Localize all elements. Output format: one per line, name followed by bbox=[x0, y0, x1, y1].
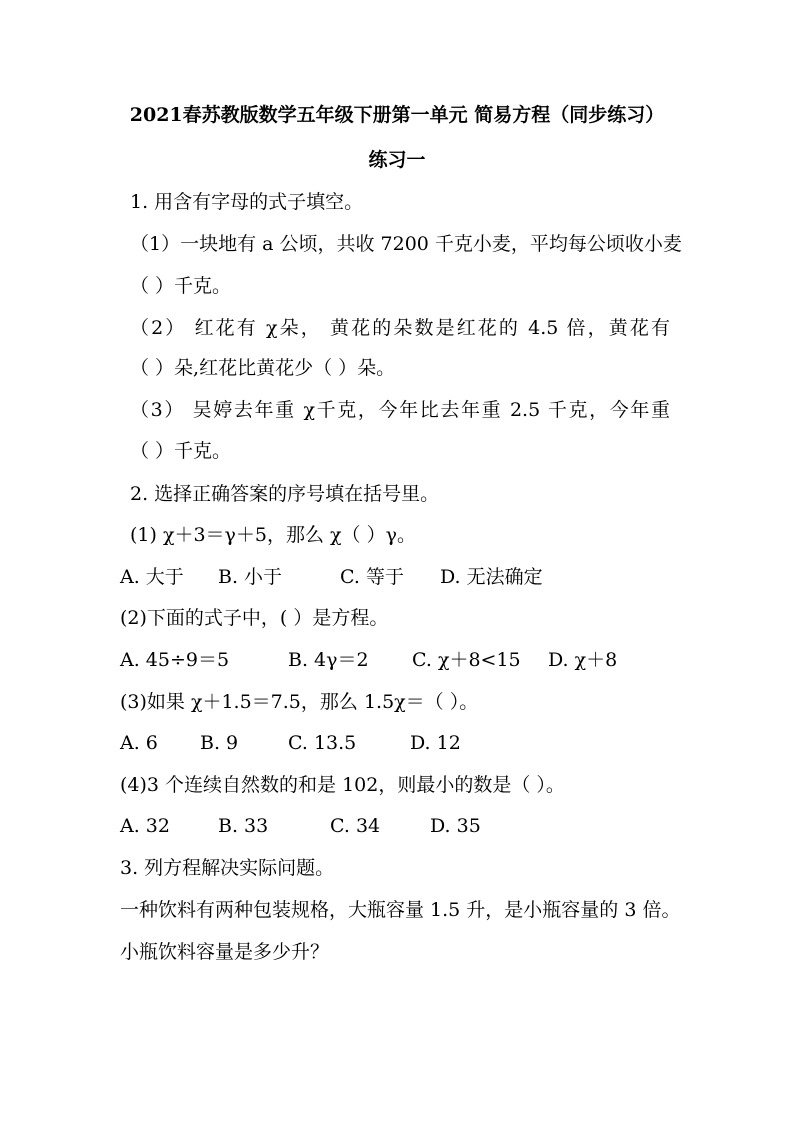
q1-sub3-line1: （3） 吴婷去年重 χ千克，今年比去年重 2.5 千克，今年重 bbox=[130, 399, 670, 421]
q1-sub1-line2: （ ）千克。 bbox=[130, 275, 232, 297]
worksheet-subtitle: 练习一 bbox=[368, 149, 426, 171]
q1-sub1-line1: （1）一块地有 a 公顷，共收 7200 千克小麦，平均每公顷收小麦 bbox=[130, 233, 682, 255]
q3-line1: 一种饮料有两种包装规格，大瓶容量 1.5 升，是小瓶容量的 3 倍。 bbox=[120, 899, 681, 921]
q2-problem-1: (1) χ＋3＝γ＋5，那么 χ（ ）γ。 bbox=[130, 524, 416, 546]
option-a: A. 大于 bbox=[120, 566, 184, 588]
worksheet-title: 2021春苏教版数学五年级下册第一单元 简易方程（同步练习） bbox=[129, 104, 665, 126]
q2-problem-2: (2)下面的式子中，( ）是方程。 bbox=[120, 607, 389, 629]
option-b: B. 4γ＝2 bbox=[288, 649, 369, 671]
q2-problem-3: (3)如果 χ＋1.5＝7.5，那么 1.5χ＝（ ）。 bbox=[120, 691, 479, 713]
q3-line2: 小瓶饮料容量是多少升？ bbox=[120, 941, 330, 963]
option-c: C. 13.5 bbox=[288, 732, 357, 754]
q2-heading: 2. 选择正确答案的序号填在括号里。 bbox=[130, 483, 440, 505]
q1-sub2-line1: （2） 红花有 χ朵， 黄花的朵数是红花的 4.5 倍，黄花有 bbox=[130, 317, 670, 339]
option-d: D. 12 bbox=[410, 732, 461, 754]
option-c: C. χ＋8<15 bbox=[412, 649, 521, 671]
option-d: D. 35 bbox=[430, 815, 481, 837]
option-a: A. 32 bbox=[120, 815, 170, 837]
q1-sub2-line2: （ ）朵,红花比黄花少（ ）朵。 bbox=[130, 357, 396, 379]
option-a: A. 6 bbox=[120, 732, 158, 754]
q1-sub3-line2: （ ）千克。 bbox=[130, 440, 232, 462]
option-b: B. 33 bbox=[218, 815, 269, 837]
q3-heading: 3. 列方程解决实际问题。 bbox=[120, 857, 335, 879]
option-b: B. 小于 bbox=[218, 566, 283, 588]
option-a: A. 45÷9＝5 bbox=[120, 649, 230, 671]
q1-heading: 1. 用含有字母的式子填空。 bbox=[130, 191, 364, 213]
q2-problem-4: (4)3 个连续自然数的和是 102，则最小的数是（ ）。 bbox=[120, 774, 565, 796]
option-c: C. 34 bbox=[330, 815, 381, 837]
option-d: D. χ＋8 bbox=[548, 649, 618, 671]
option-b: B. 9 bbox=[200, 732, 239, 754]
option-d: D. 无法确定 bbox=[440, 566, 543, 588]
option-c: C. 等于 bbox=[340, 566, 404, 588]
